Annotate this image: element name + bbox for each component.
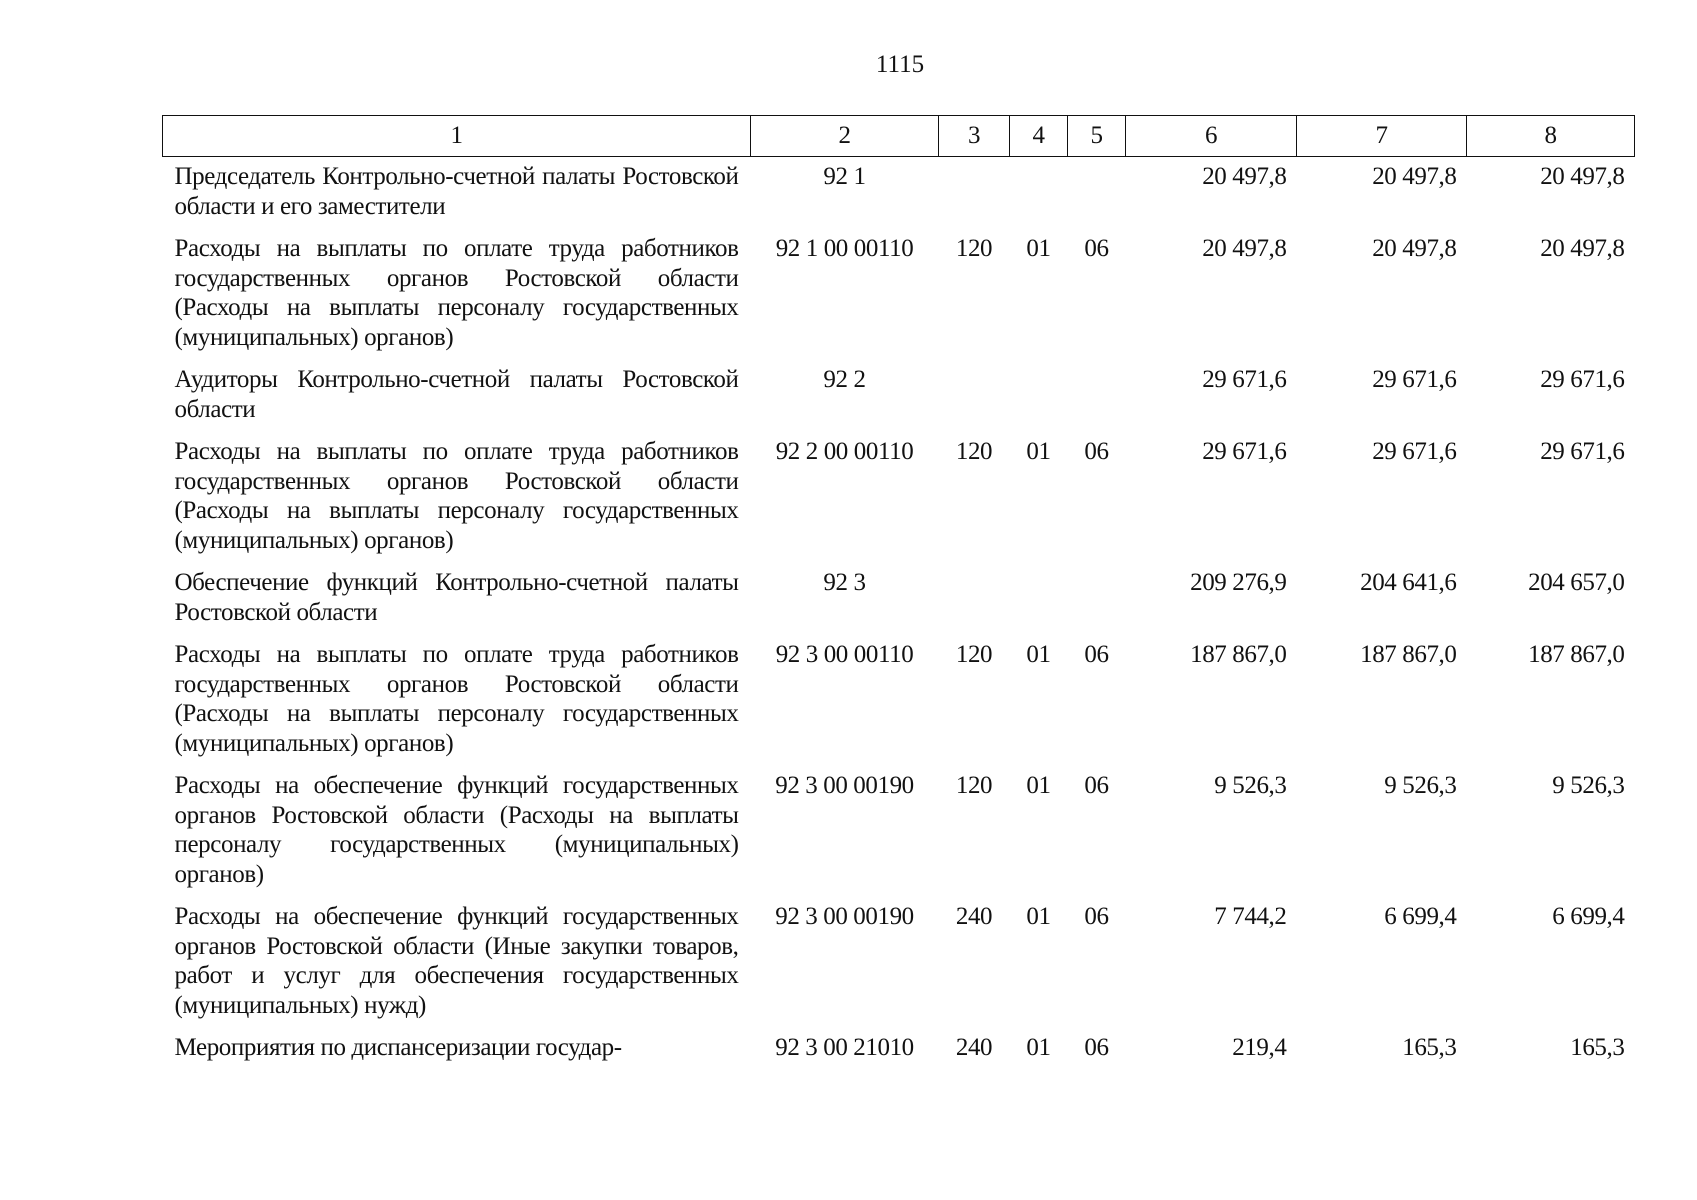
row-value-7: 165,3 (1402, 1034, 1457, 1061)
row-expense-type: 120 (955, 772, 993, 799)
table-row (163, 157, 1635, 230)
row-name: Расходы на обеспечение функций государственных органов Ростовской области (Иные закупки товаров, работ и услуг для обеспечения государственных (муниципальных) нужд) (174, 903, 739, 1019)
row-section (1010, 360, 1068, 432)
row-expense-type: 120 (955, 438, 993, 465)
row-value-6: 219,4 (1232, 1034, 1287, 1061)
row-code: 92 1 (823, 163, 866, 190)
row-name: Расходы на выплаты по оплате труда работников государственных органов Ростовской области (Расходы на выплаты персоналу государственных (муниципальных) органов) (174, 641, 739, 757)
row-subsection (1068, 157, 1126, 230)
row-name: Расходы на выплаты по оплате труда работников государственных органов Ростовской области (Расходы на выплаты персоналу государственных (муниципальных) органов) (174, 235, 739, 351)
row-value-8: 165,3 (1570, 1034, 1625, 1061)
column-header-6: 6 (1126, 116, 1297, 157)
column-header-8: 8 (1467, 116, 1635, 157)
row-code: 92 3 00 00190 (775, 772, 914, 799)
row-name: Председатель Контрольно-счетной палаты Ростовской области и его заместители (174, 163, 739, 220)
row-value-6: 29 671,6 (1202, 366, 1287, 393)
row-value-7: 204 641,6 (1360, 569, 1457, 596)
row-expense-type (939, 360, 1010, 432)
header-row (163, 116, 1635, 157)
table-row (163, 1028, 1635, 1063)
row-subsection: 06 (1084, 235, 1109, 262)
row-name: Аудиторы Контрольно-счетной палаты Ростовской области (174, 366, 739, 423)
row-expense-type (939, 563, 1010, 635)
row-code: 92 3 00 21010 (775, 1034, 914, 1061)
row-code: 92 3 00 00190 (775, 903, 914, 930)
row-subsection (1068, 360, 1126, 432)
row-subsection: 06 (1084, 903, 1109, 930)
row-expense-type: 120 (955, 235, 993, 262)
row-subsection: 06 (1084, 641, 1109, 668)
row-section (1010, 563, 1068, 635)
row-value-6: 20 497,8 (1202, 235, 1287, 262)
row-expense-type: 240 (955, 1034, 993, 1061)
row-subsection: 06 (1084, 772, 1109, 799)
column-header-5: 5 (1068, 116, 1126, 157)
row-name: Расходы на выплаты по оплате труда работников государственных органов Ростовской области (Расходы на выплаты персоналу государственных (муниципальных) органов) (174, 438, 739, 554)
table-row (163, 635, 1635, 766)
table-row (163, 563, 1635, 635)
row-value-7: 20 497,8 (1372, 235, 1457, 262)
row-value-8: 204 657,0 (1528, 569, 1625, 596)
row-section: 01 (1026, 641, 1051, 668)
row-value-8: 29 671,6 (1540, 366, 1625, 393)
row-value-8: 9 526,3 (1552, 772, 1625, 799)
row-name: Обеспечение функций Контрольно-счетной палаты Ростовской области (174, 569, 739, 626)
column-header-2: 2 (751, 116, 939, 157)
row-code: 92 3 00 00110 (775, 641, 914, 668)
column-header-7: 7 (1297, 116, 1467, 157)
row-subsection: 06 (1084, 438, 1109, 465)
row-section: 01 (1026, 438, 1051, 465)
row-code: 92 2 (823, 366, 866, 393)
row-section: 01 (1026, 903, 1051, 930)
column-header-1: 1 (163, 116, 751, 157)
row-value-7: 29 671,6 (1372, 366, 1457, 393)
row-value-8: 20 497,8 (1540, 163, 1625, 190)
row-name: Мероприятия по диспансеризации государ- (174, 1034, 622, 1061)
row-value-6: 209 276,9 (1190, 569, 1287, 596)
row-value-7: 9 526,3 (1384, 772, 1457, 799)
row-value-8: 20 497,8 (1540, 235, 1625, 262)
row-value-8: 29 671,6 (1540, 438, 1625, 465)
row-value-7: 29 671,6 (1372, 438, 1457, 465)
row-value-7: 20 497,8 (1372, 163, 1457, 190)
table-row (163, 897, 1635, 1028)
row-value-7: 187 867,0 (1360, 641, 1457, 668)
row-section: 01 (1026, 235, 1051, 262)
row-subsection (1068, 563, 1126, 635)
row-value-6: 187 867,0 (1190, 641, 1287, 668)
budget-table (162, 115, 1635, 1063)
column-header-3: 3 (939, 116, 1010, 157)
table-row (163, 229, 1635, 360)
row-value-6: 7 744,2 (1214, 903, 1287, 930)
row-section: 01 (1026, 1034, 1051, 1061)
column-header-4: 4 (1010, 116, 1068, 157)
row-code: 92 1 00 00110 (775, 235, 914, 262)
row-expense-type: 120 (955, 641, 993, 668)
page-number: 1115 (875, 51, 925, 78)
row-value-6: 29 671,6 (1202, 438, 1287, 465)
row-code: 92 2 00 00110 (775, 438, 914, 465)
row-name: Расходы на обеспечение функций государственных органов Ростовской области (Расходы на выплаты персоналу государственных (муниципальных) органов) (174, 772, 739, 888)
table-row (163, 432, 1635, 563)
row-value-6: 9 526,3 (1214, 772, 1287, 799)
row-value-7: 6 699,4 (1384, 903, 1457, 930)
row-section: 01 (1026, 772, 1051, 799)
row-subsection: 06 (1084, 1034, 1109, 1061)
row-value-6: 20 497,8 (1202, 163, 1287, 190)
row-code: 92 3 (823, 569, 866, 596)
table-row (163, 766, 1635, 897)
row-section (1010, 157, 1068, 230)
row-expense-type: 240 (955, 903, 993, 930)
table-row (163, 360, 1635, 432)
row-expense-type (939, 157, 1010, 230)
row-value-8: 6 699,4 (1552, 903, 1625, 930)
row-value-8: 187 867,0 (1528, 641, 1625, 668)
